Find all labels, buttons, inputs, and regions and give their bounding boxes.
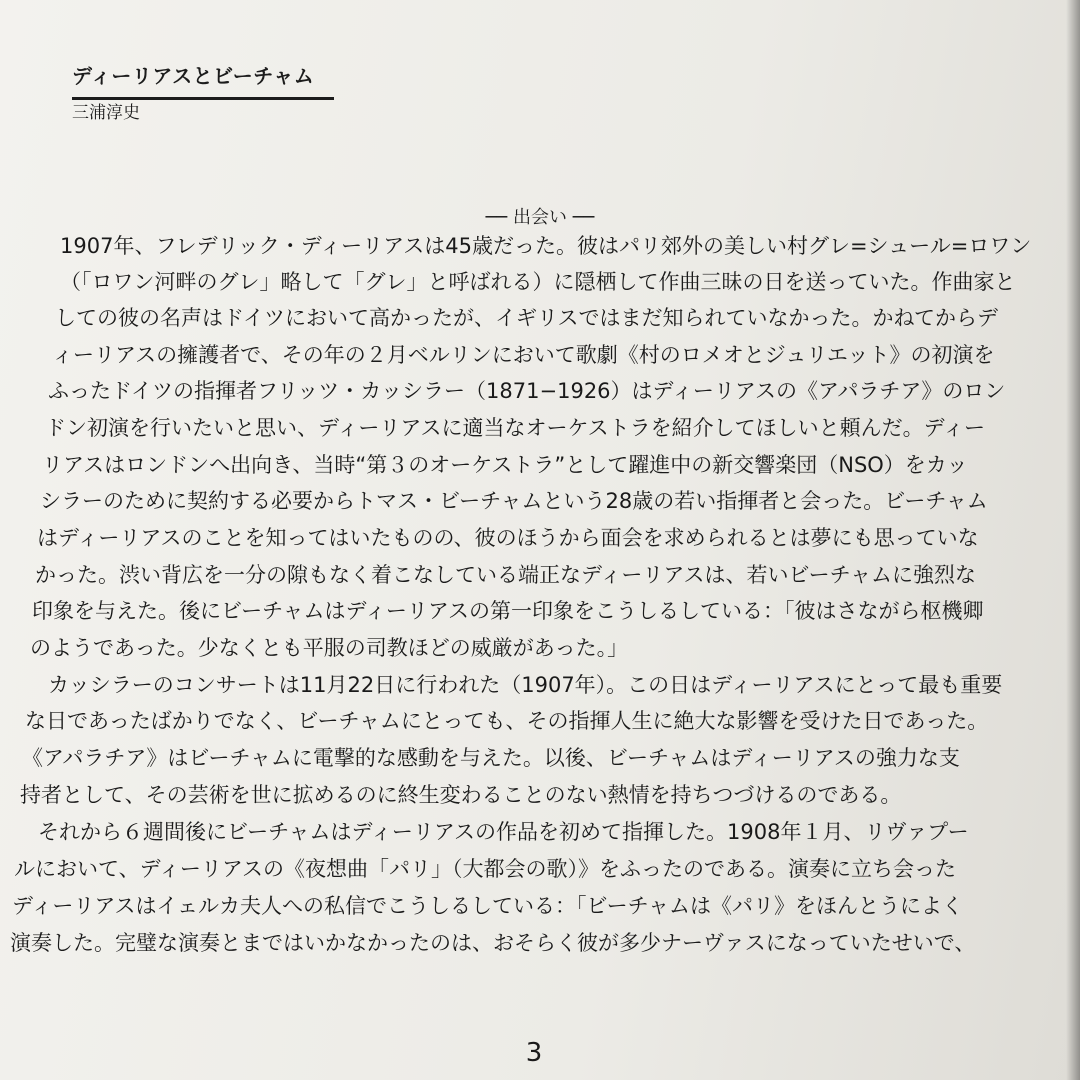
title-block xyxy=(72,60,334,100)
page-edge-shadow xyxy=(1066,0,1080,1080)
body-line: シラーのために契約する必要からトマス・ビーチャムという28歳の若い指揮者と会った。ビーチャム xyxy=(40,489,988,513)
body-line: のようであった。少なくとも平服の司教ほどの威厳があった。」 xyxy=(30,636,629,660)
body-line: それから６週間後にビーチャムはディーリアスの作品を初めて指揮した。1908年１月、リヴァプー xyxy=(17,820,969,844)
body-line: （「ロワン河畔のグレ」略して「グレ」と呼ばれる）に隠栖して作曲三昧の日を送っていた。作曲家と xyxy=(60,270,1016,294)
body-line: 持者として、その芸術を世に拡めるのに終生変わることのない熱情を持ちつづけるのである。 xyxy=(20,783,902,807)
body-line: はディーリアスのことを知ってはいたものの、彼のほうから面会を求められるとは夢にも思っていな xyxy=(37,526,979,550)
body-line: かった。渋い背広を一分の隙もなく着こなしている端正なディーリアスは、若いビーチャムに強烈な xyxy=(35,563,977,587)
body-line: リアスはロンドンへ出向き、当時“第３のオーケストラ”として躍進中の新交響楽団（NSO）をカッ xyxy=(42,453,968,477)
body-line: 演奏した。完璧な演奏とまではいかなかったのは、おそらく彼が多少ナーヴァスになっていたせいで、 xyxy=(10,931,976,955)
article-title: ディーリアスとビーチャム xyxy=(72,64,315,88)
body-line: ふったドイツの指揮者フリッツ・カッシラー（1871−1926）はディーリアスの《アパラチア》のロン xyxy=(48,379,1006,403)
body-line: ドン初演を行いたいと思い、ディーリアスに適当なオーケストラを紹介してほしいと頼んだ。ディー xyxy=(45,416,985,440)
body-line: ィーリアスの擁護者で、その年の２月ベルリンにおいて歌劇《村のロメオとジュリエット》の初演を xyxy=(52,343,995,367)
body-line: ルにおいて、ディーリアスの《夜想曲「パリ」（大都会の歌）》をふったのである。演奏に立ち会った xyxy=(14,857,957,881)
body-line: カッシラーのコンサートは11月22日に行われた（1907年）。この日はディーリアスにとって最も重要 xyxy=(27,673,1003,697)
body-line: しての彼の名声はドイツにおいて高かったが、イギリスではまだ知られていなかった。かねてからデ xyxy=(55,306,999,330)
body-line: 1907年、フレデリック・ディーリアスは45歳だった。彼はパリ郊外の美しい村グレ=シュール=ロワン xyxy=(60,234,1032,258)
body-line: 印象を与えた。後にビーチャムはディーリアスの第一印象をこうしるしている：「彼はさながら枢機卿 xyxy=(32,599,984,623)
body-line: ディーリアスはイェルカ夫人への私信でこうしるしている：「ビーチャムは《パリ》をほんとうによく xyxy=(12,894,963,918)
page-number: 3 xyxy=(525,1038,543,1068)
body-line: な日であったばかりでなく、ビーチャムにとっても、その指揮人生に絶大な影響を受けた日であった。 xyxy=(25,709,989,733)
section-heading: ── 出会い ── xyxy=(485,207,595,228)
body-line: 《アパラチア》はビーチャムに電撃的な感動を与えた。以後、ビーチャムはディーリアスの強力な支 xyxy=(22,746,960,770)
article-author: 三浦淳史 xyxy=(72,103,140,123)
